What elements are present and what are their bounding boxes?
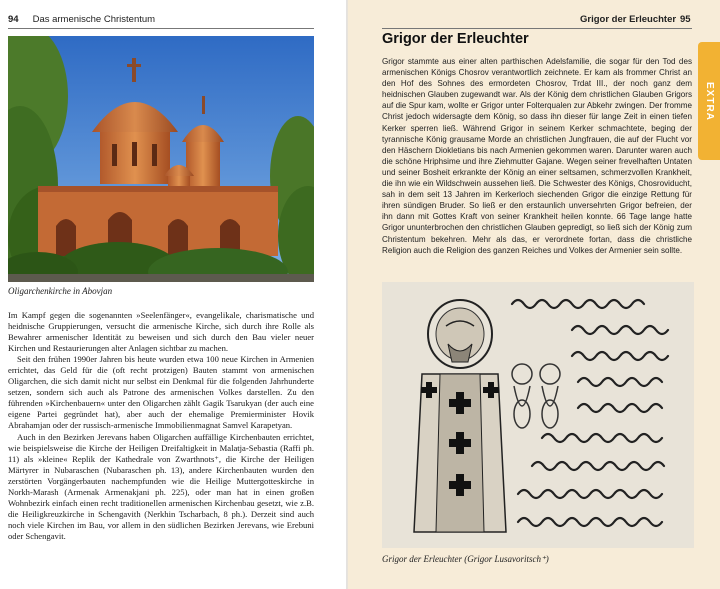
extra-side-tab <box>698 42 720 160</box>
left-running-title: Das armenische Christentum <box>32 14 156 25</box>
right-running-title: Grigor der Erleuchter <box>580 14 677 25</box>
church-photo <box>8 36 314 282</box>
left-header-rule <box>8 28 314 29</box>
box-text: Grigor stammte aus einer alten parthischen Adelsfamilie, die sogar für den Tod des armenischen Königs Chosrov verantwortlich zeichnete. Er kam als frommer Christ an den Hof des Sohnes des ermordeten Chosrov, Trdat III., der noch ganz dem heidnischen Glauben zugewandt war. Als der König dem christlichen Glauben Grigors auf die Spur kam, wollte er Grigor unter Folterqualen zur Abkehr zwingen. Der fromme Christ jedoch widersagte dem König, so dass ihn dieser für lange Zeit in einen tiefen Kerker sperren ließ. Während Grigor in seinem Kerker schmachtete, beging der tyrannische König grausame Morde an christlichen Jungfrauen, die auf der Flucht vor den Häschern Diokletians bis nach Armenien gekommen waren. Darunter waren auch die schöne Hriphsime und ihre Ziehmutter Gajane. Wegen seiner frevelhaften Untaten und seiner Bosheit erkrankte der König an einer seltsamen, schmerzvollen Krankheit, die ihn wie ein Wildschwein aussehen ließ. Die Schwester des Königs, Chosroviducht, sah in dem seit 13 Jahren im Kerkerloch siechenden Grigor die einzige Rettung für ihren sündigen Bruder. So ließ er den erstaunlich unversehrten Grigor befreien, der ihn dann mit Gottes Kraft von seiner Krankheit heilen konnte. 66 Tage lange hatte Grigor ununterbrochen den christlichen Glauben gepredigt, so ließ sich der König zum Christentum bekehren. Mehr als das, er verordnete fortan, dass die christliche Religion auch die Religion des ganzen Reiches und Volkes der Armenier sein sollte. <box>382 57 692 255</box>
extra-tab-label: EXTRA <box>704 82 715 121</box>
left-body-text <box>8 310 314 542</box>
left-running-head <box>8 14 155 25</box>
right-page-number: 95 <box>680 14 691 25</box>
manuscript-illustration <box>382 282 694 548</box>
left-page-number: 94 <box>8 14 19 25</box>
right-header-rule <box>382 28 692 29</box>
paragraph: Seit den frühen 1990er Jahren bis heute wurden etwa 100 neue Kirchen in Armenien errichtet, das Geld für die (oft recht protzigen) Bauten stammt von armenischen Oligarchen, die sich damit nicht nur selbst ein Denkmal für die folgenden Jahrhunderte setzen, sondern sich auch als Patrone des armenischen Volkes darstellen. Zu den führenden »Kirchenbauern« unter den Oligarchen zählt Gagik Tsarukyan (der auch eine eigene Partei gegründet hat), aber auch der ehemalige Premierminister Hovik Abrahamjan oder der russisch-armenische Immobilienmagnat Samvel Karapetyan. <box>8 354 314 431</box>
photo-caption: Oligarchenkirche in Abovjan <box>8 286 113 296</box>
right-page-number-wrap <box>680 14 691 25</box>
box-title: Grigor der Erleuchter <box>382 31 529 47</box>
manuscript-caption: Grigor der Erleuchter (Grigor Lusavoritsch⁺) <box>382 554 549 564</box>
paragraph: Auch in den Bezirken Jerevans haben Oligarchen auffällige Kirchenbauten errichtet, wie beispielsweise die Kirche der Heiligen Dreifaltigkeit in Malatja-Sebastia (Raffi ph. 11) als »kleine« Replik der Kathedrale von Zwarthnots⁺, die Kirche der Heiligen Märtyrer in Nubaraschen (Nubaraschen ph. 13), andere Kirchenbauten wurden den zerstörten Vorgängerbauten nachempfunden wie die Heilige Muttergotteskirche in Norkh-Marash (Armenak Armenakjani ph. 225), oder man hat in einen großen Wohnbezirk einfach einen recht traditionellen armenischen Kirchenbau gesetzt, wie z.B. die Heiligkreuzkirche in Schengavith (Nerkhin Tscharbach, 8 ph.). Derzeit sind auch noch viele Kirchen im Bau, vor allem in den südlichen Bezirken Jerevans, wie Erebuni oder Schengavit. <box>8 431 314 541</box>
paragraph: Im Kampf gegen die sogenannten »Seelenfänger«, evangelikale, charismatische und heidnische Gruppierungen, versucht die armenische Kirche, sich durch ihre Rolle als Bewahrer armenischer Identität zu beweisen und sich durch den Bau vieler neuer Kirchen und Restaurierungen alter Anlagen sichtbar zu machen. <box>8 310 314 354</box>
right-running-head <box>580 14 676 25</box>
